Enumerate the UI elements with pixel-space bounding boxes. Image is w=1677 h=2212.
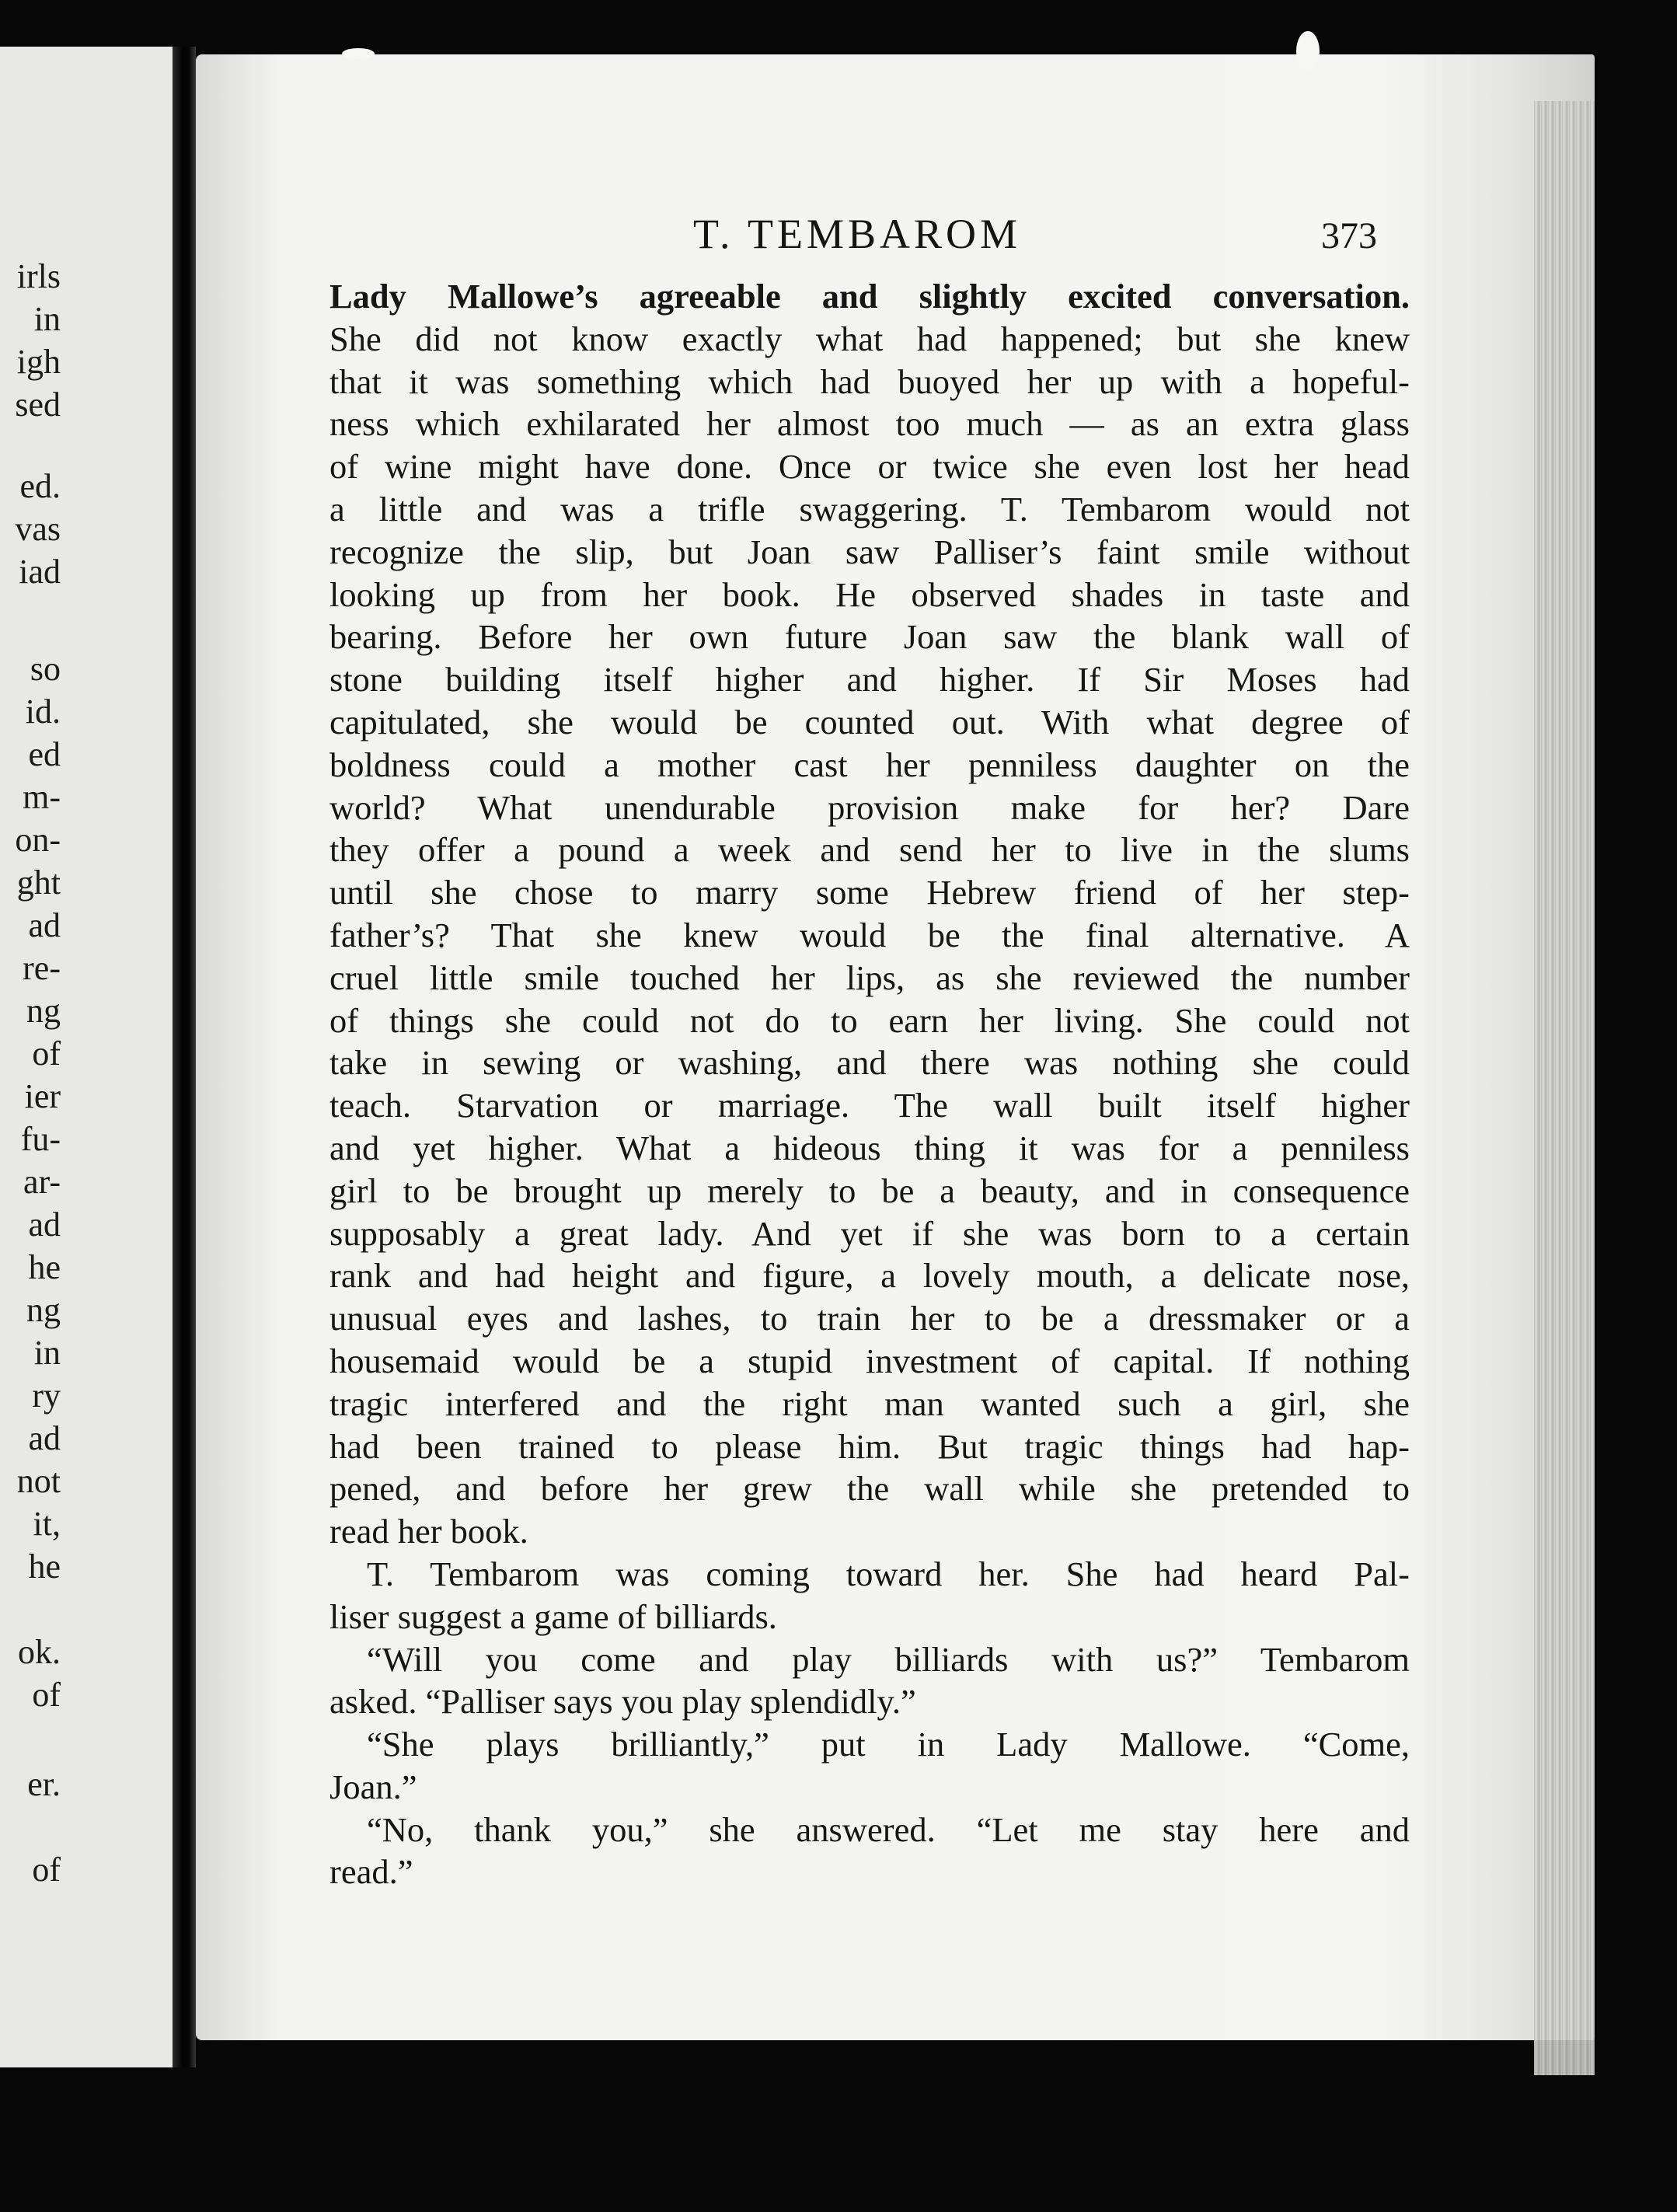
text-line: had been trained to please him. But tragic things had hap- (329, 1426, 1410, 1466)
previous-page-fragment: fu- (20, 1120, 61, 1158)
previous-page-fragment: er. (27, 1765, 61, 1803)
text-line: a little and was a trifle swaggering. T. Tembarom would not (329, 489, 1410, 529)
text-line: tragic interfered and the right man wanted such a girl, she (329, 1383, 1410, 1423)
previous-page-fragment: re- (23, 949, 61, 987)
text-line: read her book. (329, 1512, 528, 1551)
text-line: bearing. Before her own future Joan saw the blank wall of (329, 617, 1410, 657)
text-line: father’s? That she knew would be the final alternative. A (329, 915, 1410, 954)
running-title: T. TEMBAROM (693, 211, 1022, 257)
previous-page-fragment: of (32, 1034, 61, 1073)
text-line: She did not know exactly what had happened; but she knew (329, 319, 1410, 358)
body-text (329, 275, 1410, 1893)
text-line: liser suggest a game of billiards. (329, 1596, 777, 1636)
text-line: “Will you come and play billiards with us?” Tembarom (367, 1639, 1410, 1679)
text-line: boldness could a mother cast her penniless daughter on the (329, 745, 1410, 784)
previous-page-fragment: he (28, 1547, 61, 1586)
previous-page-fragment: of (32, 1851, 61, 1889)
text-line: pened, and before her grew the wall while she pretended to (329, 1469, 1410, 1509)
previous-page-fragment: he (28, 1248, 61, 1286)
text-line: recognize the slip, but Joan saw Palliser’s faint smile without (329, 532, 1410, 571)
page-number: 373 (1321, 215, 1377, 256)
text-line: looking up from her book. He observed shades in taste and (329, 574, 1410, 614)
scan-speck (1296, 31, 1320, 72)
previous-page-fragment: it, (33, 1505, 61, 1543)
previous-page-fragment: in (33, 1334, 61, 1372)
text-line: take in sewing or washing, and there was nothing she could (329, 1043, 1410, 1083)
previous-page-fragment: m- (23, 778, 61, 816)
previous-page-fragment: of (32, 1676, 61, 1714)
text-line: until she chose to marry some Hebrew friend of her step- (329, 873, 1410, 912)
text-line: they offer a pound a week and send her to live in the slums (329, 830, 1410, 870)
previous-page-fragment: ok. (18, 1633, 61, 1671)
text-line: girl to be brought up merely to be a beauty, and in consequence (329, 1171, 1410, 1210)
text-line: asked. “Palliser says you play splendidly.” (329, 1682, 916, 1722)
text-line: housemaid would be a stupid investment of capital. If nothing (329, 1341, 1410, 1380)
previous-page-fragment: in (33, 300, 61, 338)
text-line: of things she could not do to earn her living. She could not (329, 1000, 1410, 1040)
text-line: “No, thank you,” she answered. “Let me stay here and (367, 1809, 1410, 1849)
text-line: and yet higher. What a hideous thing it was for a penniless (329, 1128, 1410, 1167)
text-line: capitulated, she would be counted out. With what degree of (329, 702, 1410, 741)
previous-page-fragment: ry (32, 1376, 61, 1415)
page-stack-edge (1534, 101, 1595, 2075)
previous-page-fragment: ar- (23, 1163, 61, 1201)
previous-page-fragment: irls (16, 257, 61, 295)
previous-page-edge (0, 47, 173, 2067)
text-line: supposably a great lady. And yet if she was born to a certain (329, 1213, 1410, 1253)
previous-page-fragment: ier (24, 1077, 61, 1115)
previous-page-fragment: sed (15, 386, 61, 424)
text-line: read.” (329, 1852, 413, 1892)
previous-page-fragment: ed (28, 735, 61, 773)
previous-page-fragment: ed. (19, 467, 61, 505)
previous-page-fragment: ad (28, 1205, 61, 1244)
previous-page-fragment: ad (28, 1419, 61, 1457)
text-line: rank and had height and figure, a lovely mouth, a delicate nose, (329, 1256, 1410, 1296)
previous-page-fragment: ad (28, 906, 61, 944)
previous-page-fragment: ng (26, 1291, 61, 1329)
previous-page-fragment: on- (15, 821, 61, 859)
text-line: unusual eyes and lashes, to train her to be a dressmaker or a (329, 1299, 1410, 1338)
text-line: ness which exhilarated her almost too much — as an extra glass (329, 404, 1410, 444)
text-line: Joan.” (329, 1767, 417, 1806)
scan-speck (342, 48, 375, 59)
previous-page-fragment: vas (15, 510, 61, 548)
text-line: stone building itself higher and higher. If Sir Moses had (329, 660, 1410, 700)
text-line: T. Tembarom was coming toward her. She had heard Pal- (367, 1554, 1410, 1593)
book-page (196, 54, 1595, 2040)
previous-page-fragment: so (30, 650, 61, 688)
text-line: that it was something which had buoyed her up with a hopeful- (329, 361, 1410, 401)
running-head (196, 210, 1595, 272)
previous-page-fragment: not (16, 1462, 61, 1500)
previous-page-fragment: ng (26, 992, 61, 1030)
text-line: “She plays brilliantly,” put in Lady Mallowe. “Come, (367, 1725, 1410, 1764)
text-line: cruel little smile touched her lips, as she reviewed the number (329, 958, 1410, 997)
book-gutter (173, 47, 196, 2067)
previous-page-fragment: id. (25, 693, 61, 731)
text-line: of wine might have done. Once or twice she even lost her head (329, 447, 1410, 487)
text-line: Lady Mallowe’s agreeable and slightly excited conversation. (329, 277, 1410, 316)
text-line: world? What unendurable provision make for her? Dare (329, 787, 1410, 827)
previous-page-fragment: igh (16, 343, 61, 381)
previous-page-fragment: ght (16, 864, 61, 902)
text-line: teach. Starvation or marriage. The wall built itself higher (329, 1086, 1410, 1125)
previous-page-fragment: iad (19, 553, 61, 591)
